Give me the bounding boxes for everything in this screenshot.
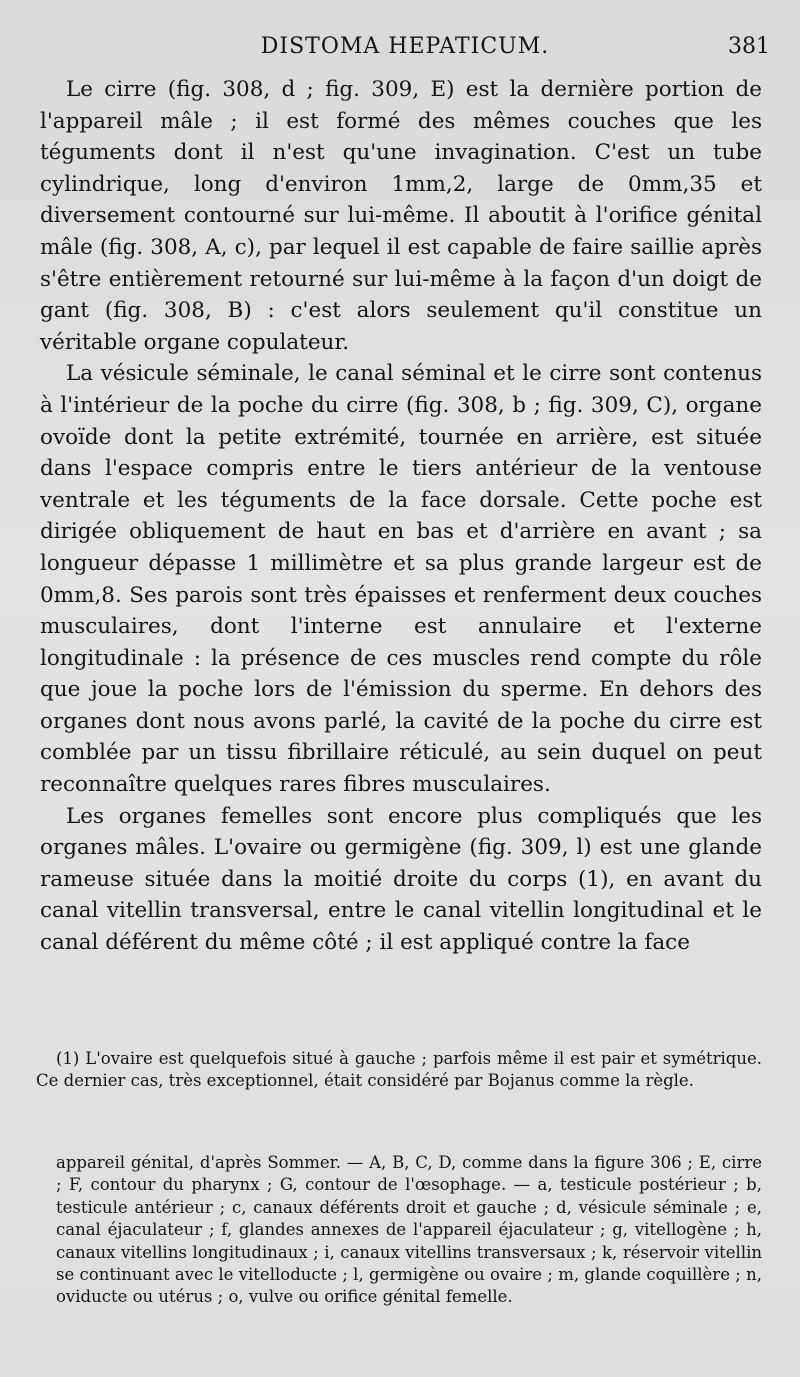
page-number: 381 xyxy=(728,34,770,59)
footnote-text: (1) L'ovaire est quelquefois situé à gauche ; parfois même il est pair et symétrique. Ce dernier cas, très exceptionnel, était considéré par Bojanus comme la règle. xyxy=(36,1049,762,1090)
main-text xyxy=(40,74,762,959)
paragraph-poche-du-cirre: La vésicule séminale, le canal séminal et le cirre sont contenus à l'intérieur de la poche du cirre (fig. 308, b ; fig. 309, C), organe ovoïde dont la petite extrémité, tournée en arrière, est située dans l'espace compris entre le tiers antérieur de la ventouse ventrale et les téguments de la face dorsale. Cette poche est dirigée obliquement de haut en bas et d'arrière en avant ; sa longueur dépasse 1 millimètre et sa plus grande largeur est de 0mm,8. Ses parois sont très épaisses et renferment deux couches musculaires, dont l'interne est annulaire et l'externe longitudinale : la présence de ces muscles rend compte du rôle que joue la poche lors de l'émission du sperme. En dehors des organes dont nous avons parlé, la cavité de la poche du cirre est comblée par un tissu fibrillaire réticulé, au sein duquel on peut reconnaître quelques rares fibres musculaires. xyxy=(40,361,762,798)
paragraph-organes-femelles: Les organes femelles sont encore plus compliqués que les organes mâles. L'ovaire ou germigène (fig. 309, l) est une glande rameuse située dans la moitié droite du corps (1), en avant du canal vitellin transversal, entre le canal vitellin longitudinal et le canal déférent du même côté ; il est appliqué contre la face xyxy=(40,803,762,956)
running-title: DISTOMA HEPATICUM. xyxy=(260,34,550,59)
figure-caption xyxy=(56,1152,762,1309)
footnote xyxy=(36,1048,762,1092)
paragraph-cirre: Le cirre (fig. 308, d ; fig. 309, E) est la dernière portion de l'appareil mâle ; il est formé des mêmes couches que les téguments dont il n'est qu'une invagination. C'est un tube cylindrique, long d'environ 1mm,2, large de 0mm,35 et diversement contourné sur lui-même. Il aboutit à l'orifice génital mâle (fig. 308, A, c), par lequel il est capable de faire saillie après s'être entièrement retourné sur lui-même à la façon d'un doigt de gant (fig. 308, B) : c'est alors seulement qu'il constitue un véritable organe copulateur. xyxy=(40,77,762,355)
caption-text: appareil génital, d'après Sommer. — A, B, C, D, comme dans la figure 306 ; E, cirre ; F, contour du pharynx ; G, contour de l'œsophage. — a, testicule postérieur ; b, testicule antérieur ; c, canaux déférents droit et gauche ; d, vésicule séminale ; e, canal éjaculateur ; f, glandes annexes de l'appareil éjaculateur ; g, vitellogène ; h, canaux vitellins longitudinaux ; i, canaux vitellins transversaux ; k, réservoir vitellin se continuant avec le vitelloducte ; l, germigène ou ovaire ; m, glande coquillère ; n, oviducte ou utérus ; o, vulve ou orifice génital femelle. xyxy=(56,1153,762,1307)
running-header xyxy=(40,34,770,68)
